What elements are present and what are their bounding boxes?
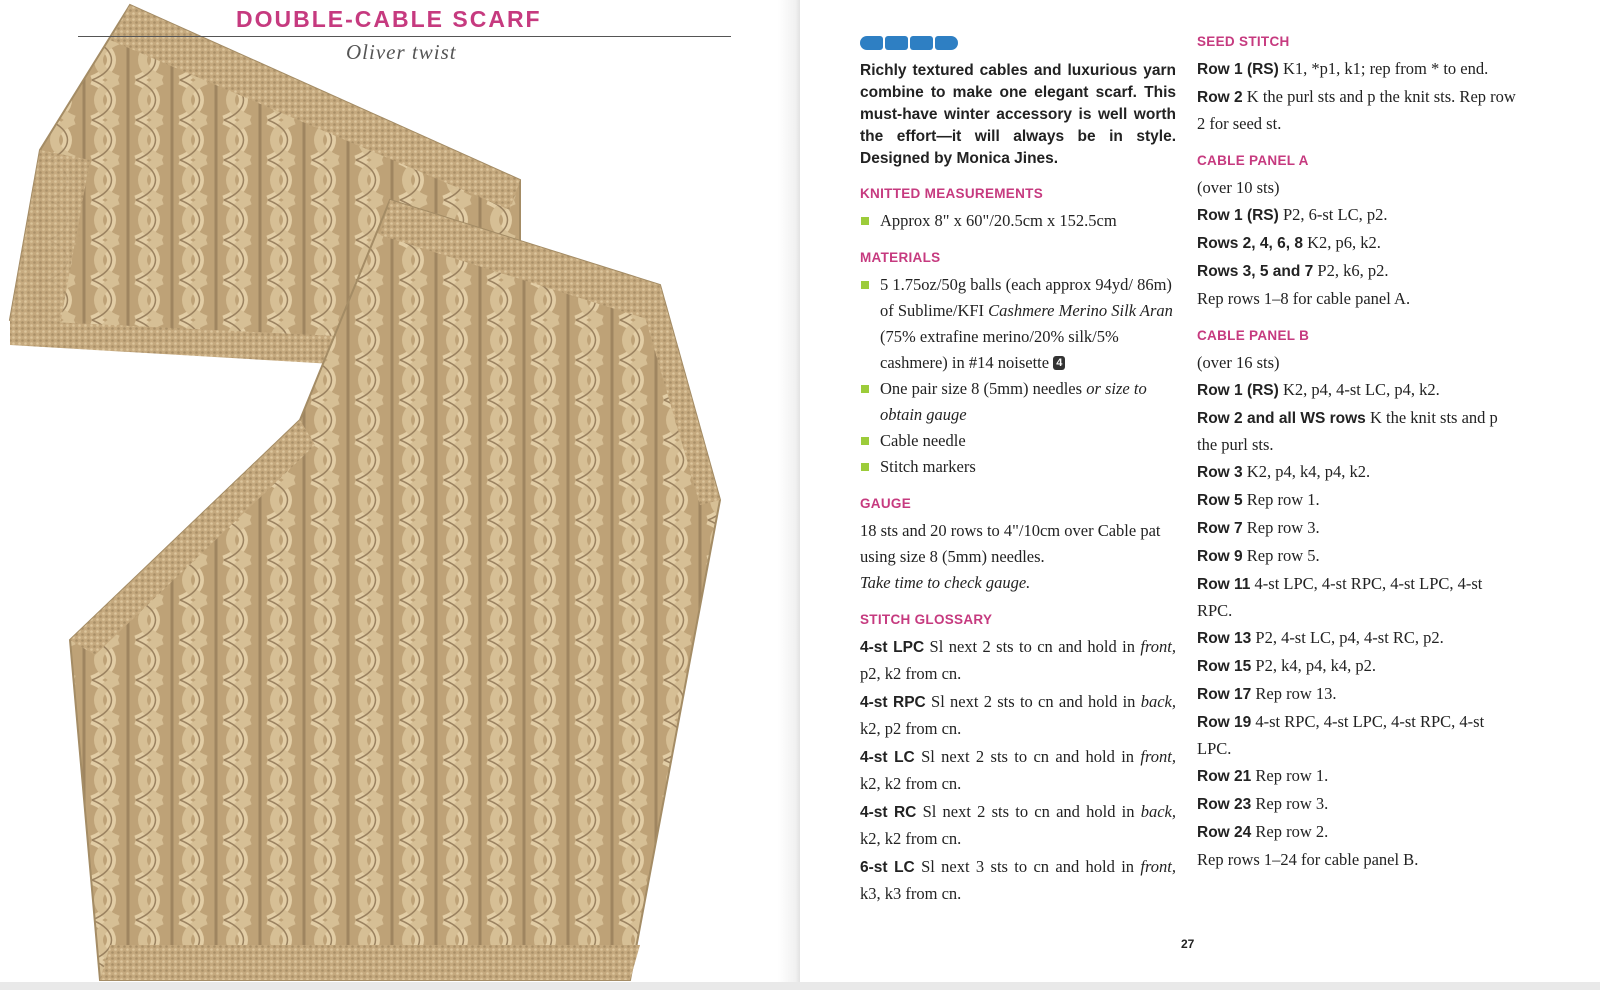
glossary-em: front,	[1140, 637, 1177, 656]
row-text: Rep row 2.	[1251, 822, 1329, 841]
row-text: K2, p4, 4-st LC, p4, k2.	[1278, 380, 1440, 399]
row-label: Row 23	[1197, 796, 1252, 813]
glossary-term: 4-st RC	[860, 804, 917, 821]
panel-b-row	[1197, 625, 1517, 652]
glossary-em: front,	[1140, 857, 1176, 876]
row-label: Row 9	[1197, 548, 1243, 565]
row-text: K2, p6, k2.	[1302, 233, 1381, 252]
glossary-item	[860, 854, 1176, 907]
glossary-item	[860, 689, 1176, 742]
glossary-item	[860, 634, 1176, 687]
row-label: Rows 3, 5 and 7	[1197, 263, 1314, 280]
yarn-weight-icon: 4	[1053, 356, 1065, 370]
row-label: Row 11	[1197, 576, 1251, 593]
needles-gauge-note: or size to obtain gauge	[880, 379, 1147, 424]
panel-b-row	[1197, 681, 1517, 708]
panel-a-heading: CABLE PANEL A	[1197, 153, 1309, 168]
row-label: Row 19	[1197, 714, 1252, 731]
row-text: K the knit sts and p the purl sts.	[1197, 408, 1498, 454]
yarn-text: 5 1.75oz/50g balls (each approx 94yd/ 86m) of Sublime/KFI	[880, 275, 1172, 320]
glossary-item	[860, 744, 1176, 797]
page-subtitle: Oliver twist	[346, 40, 457, 64]
panel-b-row	[1197, 459, 1517, 486]
row-label: Row 2	[1197, 89, 1243, 106]
panel-b-row	[1197, 543, 1517, 570]
gauge-note: Take time to check gauge.	[860, 573, 1031, 592]
row-label: Row 1 (RS)	[1197, 61, 1279, 78]
panel-b-row	[1197, 377, 1517, 404]
row-text: 4-st RPC, 4-st LPC, 4-st RPC, 4-st LPC.	[1197, 712, 1485, 758]
instructions-column-2	[1197, 30, 1517, 874]
glossary-term: 4-st RPC	[860, 694, 926, 711]
row-label: Row 7	[1197, 520, 1243, 537]
difficulty-badge-icon	[860, 36, 1176, 50]
row-text: P2, k6, p2.	[1313, 261, 1389, 280]
panel-a-row	[1197, 230, 1517, 257]
glossary-def: Sl next 2 sts to cn and hold in	[914, 747, 1141, 766]
panel-a-row	[1197, 202, 1517, 229]
glossary-term: 6-st LC	[860, 859, 915, 876]
glossary-def-end: k2, k2 from cn.	[860, 829, 962, 848]
glossary-def-end: k3, k3 from cn.	[860, 884, 962, 903]
panel-b-row	[1197, 487, 1517, 514]
panel-b-row	[1197, 405, 1517, 458]
panel-b-repeat: Rep rows 1–24 for cable panel B.	[1197, 850, 1419, 869]
row-text: Rep row 5.	[1242, 546, 1320, 565]
materials-yarn	[860, 272, 1176, 376]
row-label: Row 2 and all WS rows	[1197, 410, 1366, 427]
row-label: Rows 2, 4, 6, 8	[1197, 235, 1303, 252]
row-text: Rep row 1.	[1251, 766, 1329, 785]
glossary-heading: STITCH GLOSSARY	[860, 612, 993, 627]
row-text: Rep row 1.	[1242, 490, 1320, 509]
page-number: 27	[1181, 937, 1195, 951]
page-title: DOUBLE-CABLE SCARF	[236, 6, 542, 32]
row-label: Row 15	[1197, 658, 1252, 675]
row-text: Rep row 3.	[1242, 518, 1320, 537]
measurements-heading: KNITTED MEASUREMENTS	[860, 186, 1044, 201]
scarf-photo	[0, 0, 780, 990]
measurements-item: Approx 8" x 60"/20.5cm x 152.5cm	[860, 208, 1176, 234]
page-bottom-edge	[0, 982, 1600, 990]
glossary-term: 4-st LPC	[860, 639, 925, 656]
row-label: Row 21	[1197, 768, 1252, 785]
seed-row	[1197, 56, 1517, 83]
glossary-def: Sl next 3 sts to cn and hold in	[914, 857, 1141, 876]
row-label: Row 3	[1197, 464, 1243, 481]
row-text: P2, 6-st LC, p2.	[1278, 205, 1388, 224]
row-text: 4-st LPC, 4-st RPC, 4-st LPC, 4-st RPC.	[1197, 574, 1483, 620]
materials-cable-needle: Cable needle	[860, 428, 1176, 454]
panel-a-over: (over 10 sts)	[1197, 178, 1280, 197]
glossary-def-end: k2, k2 from cn.	[860, 774, 962, 793]
row-text: Rep row 3.	[1251, 794, 1329, 813]
materials-needles	[860, 376, 1176, 428]
materials-heading: MATERIALS	[860, 250, 941, 265]
glossary-em: back,	[1140, 802, 1177, 821]
glossary-def: Sl next 2 sts to cn and hold in	[924, 637, 1141, 656]
gauge-text: 18 sts and 20 rows to 4"/10cm over Cable pat using size 8 (5mm) needles.	[860, 521, 1161, 566]
panel-b-row	[1197, 653, 1517, 680]
intro-text: Richly textured cables and luxurious yarn combine to make one elegant scarf. This must-have winter accessory is well worth the effort—it will always be in style. Designed by Monica Jines.	[860, 62, 1176, 167]
panel-b-row	[1197, 819, 1517, 846]
row-text: K the purl sts and p the knit sts. Rep row 2 for seed st.	[1197, 87, 1516, 133]
glossary-item	[860, 799, 1176, 852]
glossary-em: front,	[1140, 747, 1176, 766]
glossary-def-end: p2, k2 from cn.	[860, 664, 962, 683]
materials-stitch-markers: Stitch markers	[860, 454, 1176, 480]
panel-b-row	[1197, 791, 1517, 818]
glossary-def-end: k2, p2 from cn.	[860, 719, 962, 738]
row-label: Row 5	[1197, 492, 1243, 509]
gauge-heading: GAUGE	[860, 496, 912, 511]
glossary-term: 4-st LC	[860, 749, 915, 766]
panel-b-row	[1197, 515, 1517, 542]
row-text: Rep row 13.	[1251, 684, 1337, 703]
panel-b-over: (over 16 sts)	[1197, 353, 1280, 372]
seed-row	[1197, 84, 1517, 137]
row-text: K2, p4, k4, p4, k2.	[1242, 462, 1371, 481]
panel-b-row	[1197, 709, 1517, 762]
row-text: P2, k4, p4, k4, p2.	[1251, 656, 1376, 675]
title-rule	[78, 36, 731, 37]
row-label: Row 13	[1197, 630, 1252, 647]
panel-a-row	[1197, 258, 1517, 285]
glossary-def: Sl next 2 sts to cn and hold in	[925, 692, 1141, 711]
needles-text: One pair size 8 (5mm) needles	[880, 379, 1087, 398]
yarn-name: Cashmere Merino Silk Aran	[988, 301, 1173, 320]
seed-stitch-heading: SEED STITCH	[1197, 34, 1290, 49]
panel-a-repeat: Rep rows 1–8 for cable panel A.	[1197, 289, 1411, 308]
row-text: K1, *p1, k1; rep from * to end.	[1278, 59, 1489, 78]
row-label: Row 17	[1197, 686, 1252, 703]
panel-b-heading: CABLE PANEL B	[1197, 328, 1310, 343]
row-label: Row 24	[1197, 824, 1252, 841]
row-label: Row 1 (RS)	[1197, 207, 1279, 224]
row-label: Row 1 (RS)	[1197, 382, 1279, 399]
row-text: P2, 4-st LC, p4, 4-st RC, p2.	[1251, 628, 1444, 647]
yarn-content: (75% extrafine merino/20% silk/5% cashmere) in #14 noisette	[880, 327, 1119, 372]
instructions-column-1	[860, 30, 1176, 909]
panel-b-row	[1197, 571, 1517, 624]
panel-b-row	[1197, 763, 1517, 790]
glossary-em: back,	[1140, 692, 1176, 711]
glossary-def: Sl next 2 sts to cn and hold in	[916, 802, 1141, 821]
